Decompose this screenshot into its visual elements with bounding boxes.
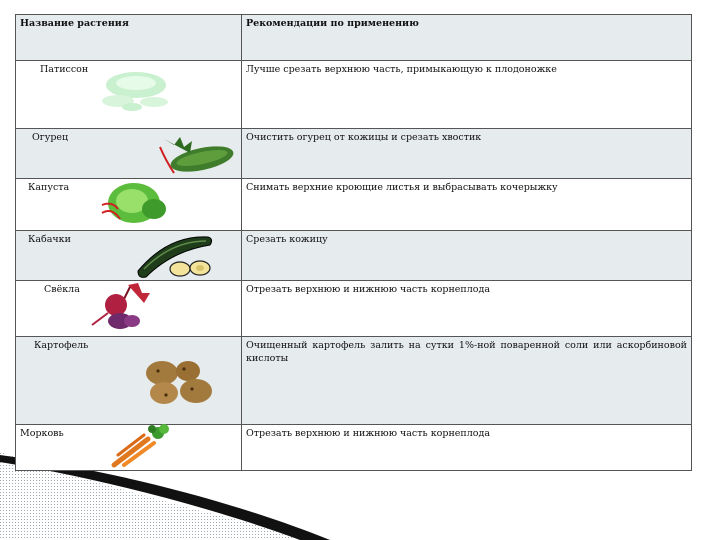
plant-cell — [16, 179, 242, 231]
plant-name: Патиссон — [40, 64, 89, 75]
cucumber-icon — [156, 131, 236, 177]
plant-name: Огурец — [32, 132, 69, 143]
table-row — [16, 61, 692, 129]
plant-cell — [16, 129, 242, 179]
table-row — [16, 231, 692, 281]
recommendation-cell: Очистить огурец от кожицы и срезать хвостик — [242, 129, 692, 179]
plant-cell — [16, 61, 242, 129]
plant-name: Кабачки — [28, 234, 71, 245]
recommendation-cell: Отрезать верхнюю и нижнюю часть корнеплода — [242, 425, 692, 471]
plants-table — [15, 14, 692, 471]
beetroot-icon — [84, 281, 154, 335]
plant-cell — [16, 337, 242, 425]
recommendation-cell: Очищенный картофель залить на сутки 1%-ной поваренной соли или аскорбиновой кислоты — [242, 337, 692, 425]
plant-name: Свёкла — [44, 284, 80, 295]
pattypan-squash-icon — [96, 67, 176, 115]
recommendation-cell: Лучше срезать верхнюю часть, примыкающую к плодоножке — [242, 61, 692, 129]
table-header-row — [16, 15, 692, 61]
zucchini-icon — [134, 233, 220, 279]
header-plant-name: Название растения — [16, 15, 242, 61]
plant-cell — [16, 425, 242, 471]
table-row — [16, 129, 692, 179]
plant-name: Картофель — [34, 340, 89, 351]
table-row — [16, 179, 692, 231]
table-row — [16, 337, 692, 425]
carrot-icon — [110, 423, 180, 471]
plant-name: Капуста — [28, 182, 70, 193]
header-recommendation: Рекомендации по применению — [242, 15, 692, 61]
plant-cell — [16, 231, 242, 281]
recommendation-cell: Отрезать верхнюю и нижнюю часть корнеплода — [242, 281, 692, 337]
recommendation-cell: Снимать верхние кроющие листья и выбрасывать кочерыжку — [242, 179, 692, 231]
table-row — [16, 281, 692, 337]
plant-cell — [16, 281, 242, 337]
potato-icon — [134, 351, 220, 407]
recommendation-cell: Срезать кожицу — [242, 231, 692, 281]
plant-name: Морковь — [20, 428, 64, 439]
table-row — [16, 425, 692, 471]
cabbage-icon — [94, 179, 174, 229]
